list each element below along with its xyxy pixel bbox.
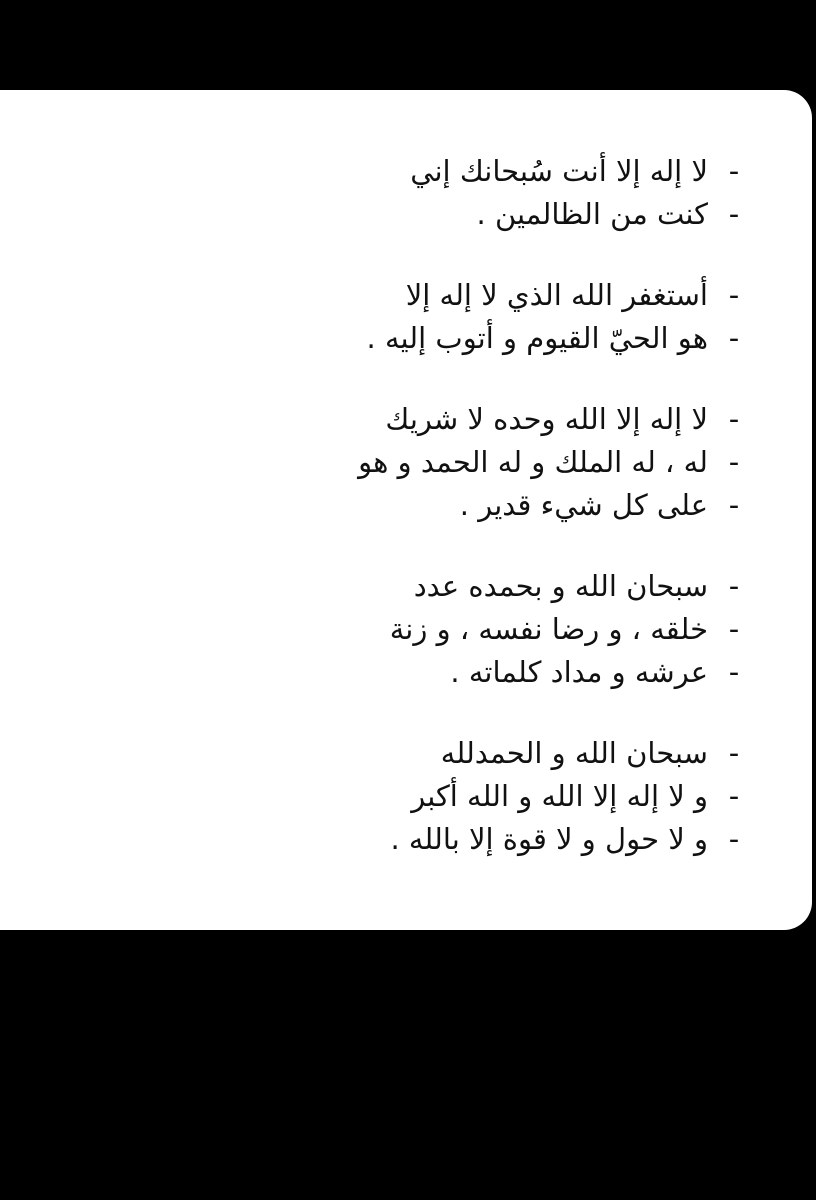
dash-marker: - xyxy=(728,321,740,355)
dhikr-group-4 xyxy=(188,565,748,694)
dhikr-line xyxy=(188,398,748,441)
dhikr-text: سبحان الله و بحمده عدد xyxy=(413,569,708,603)
dhikr-group-5 xyxy=(188,732,748,861)
dhikr-text: على كل شيء قدير . xyxy=(459,488,708,522)
dhikr-text: و لا إله إلا الله و الله أكبر xyxy=(411,779,708,813)
dhikr-group-2 xyxy=(188,274,748,360)
dash-marker: - xyxy=(728,822,740,856)
dhikr-text: كنت من الظالمين . xyxy=(476,197,708,231)
dhikr-line xyxy=(188,193,748,236)
dash-marker: - xyxy=(728,655,740,689)
dhikr-line xyxy=(188,484,748,527)
dhikr-line xyxy=(188,651,748,694)
dash-marker: - xyxy=(728,197,740,231)
dash-marker: - xyxy=(728,569,740,603)
dhikr-list xyxy=(188,150,748,899)
dhikr-text: أستغفر الله الذي لا إله إلا xyxy=(405,278,708,312)
dhikr-group-3 xyxy=(188,398,748,527)
dhikr-line xyxy=(188,732,748,775)
dhikr-line xyxy=(188,818,748,861)
dhikr-text: خلقه ، و رضا نفسه ، و زنة xyxy=(389,612,708,646)
dhikr-group-1 xyxy=(188,150,748,236)
dash-marker: - xyxy=(728,402,740,436)
dhikr-line xyxy=(188,274,748,317)
dhikr-line xyxy=(188,775,748,818)
dash-marker: - xyxy=(728,736,740,770)
dhikr-line xyxy=(188,608,748,651)
dhikr-text: عرشه و مداد كلماته . xyxy=(450,655,708,689)
dash-marker: - xyxy=(728,612,740,646)
dhikr-text: لا إله إلا أنت سُبحانك إني xyxy=(410,154,708,188)
dhikr-line xyxy=(188,317,748,360)
dash-marker: - xyxy=(728,445,740,479)
dash-marker: - xyxy=(728,488,740,522)
dhikr-line xyxy=(188,565,748,608)
dhikr-text: و لا حول و لا قوة إلا بالله . xyxy=(390,822,708,856)
dash-marker: - xyxy=(728,154,740,188)
dhikr-text: لا إله إلا الله وحده لا شريك xyxy=(385,402,708,436)
dhikr-line xyxy=(188,441,748,484)
dhikr-text: هو الحيّ القيوم و أتوب إليه . xyxy=(366,321,708,355)
dash-marker: - xyxy=(728,779,740,813)
dhikr-line xyxy=(188,150,748,193)
dhikr-text: سبحان الله و الحمدلله xyxy=(440,736,708,770)
text-card xyxy=(0,90,812,930)
dash-marker: - xyxy=(728,278,740,312)
dhikr-text: له ، له الملك و له الحمد و هو xyxy=(358,445,708,479)
